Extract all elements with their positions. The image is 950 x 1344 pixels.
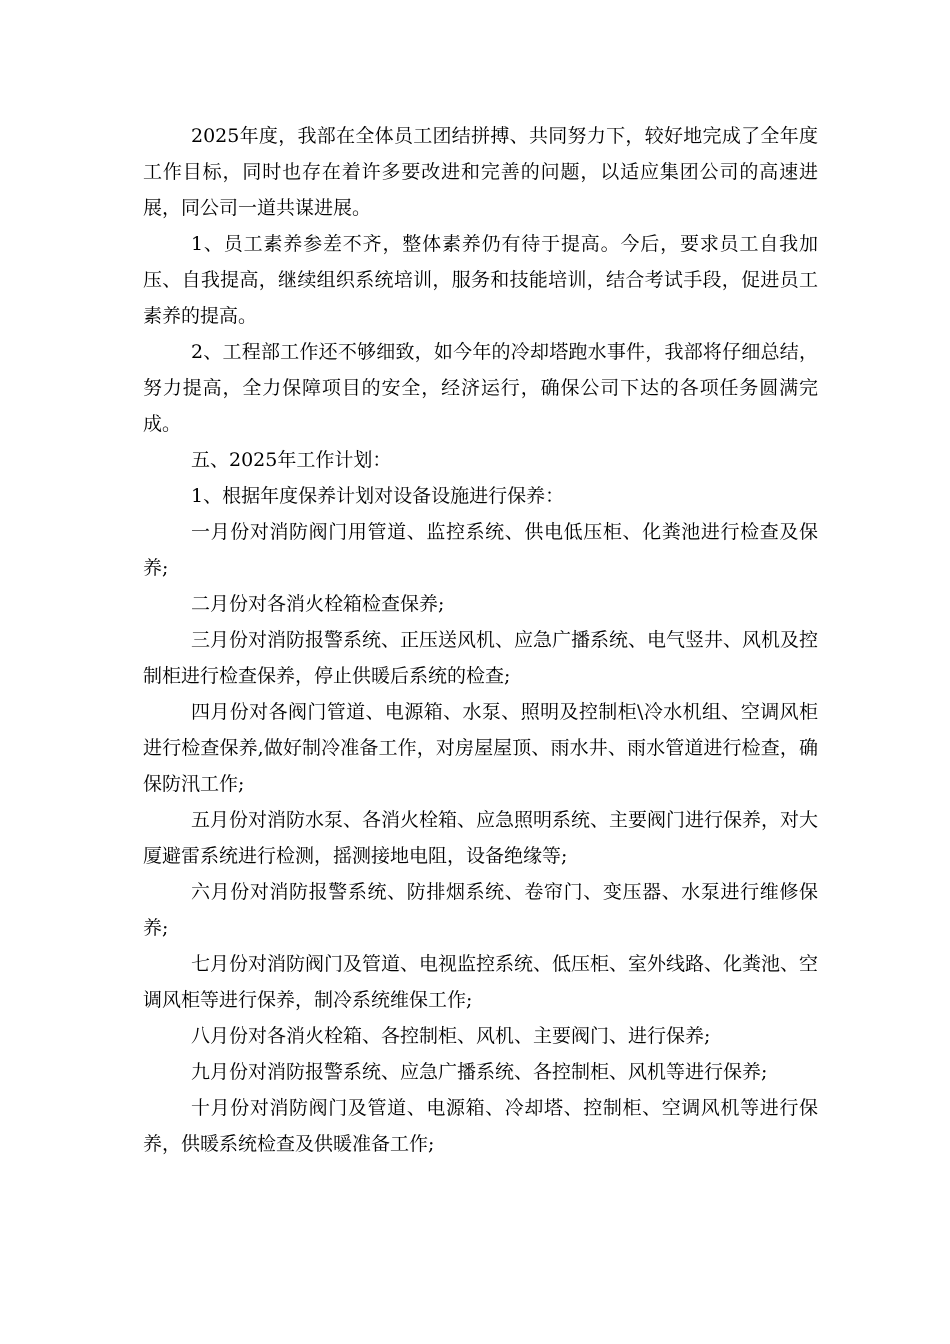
plan-item-january: 一月份对消防阀门用管道、监控系统、供电低压柜、化粪池进行检查及保养; xyxy=(143,521,818,579)
paragraph-issue-2: 2、工程部工作还不够细致，如今年的冷却塔跑水事件，我部将仔细总结，努力提高，全力保障项目的安全，经济运行，确保公司下达的各项任务圆满完成。 xyxy=(143,341,818,435)
paragraph-intro: 2025年度，我部在全体员工团结拼搏、共同努力下，较好地完成了全年度工作目标，同时也存在着许多要改进和完善的问题，以适应集团公司的高速进展，同公司一道共谋进展。 xyxy=(143,125,818,219)
plan-item-may: 五月份对消防水泵、各消火栓箱、应急照明系统、主要阀门进行保养，对大厦避雷系统进行检测，摇测接地电阻，设备绝缘等; xyxy=(143,809,819,867)
plan-item-march: 三月份对消防报警系统、正压送风机、应急广播系统、电气竖井、风机及控制柜进行检查保养，停止供暖后系统的检查; xyxy=(143,629,819,687)
plan-item-october: 十月份对消防阀门及管道、电源箱、冷却塔、控制柜、空调风机等进行保养，供暖系统检查及供暖准备工作; xyxy=(143,1097,818,1155)
plan-item-september: 九月份对消防报警系统、应急广播系统、各控制柜、风机等进行保养; xyxy=(191,1061,768,1083)
paragraph-issue-1: 1、员工素养参差不齐，整体素养仍有待于提高。今后，要求员工自我加压、自我提高，继续组织系统培训，服务和技能培训，结合考试手段，促进员工素养的提高。 xyxy=(143,233,818,327)
plan-item-february: 二月份对各消火栓箱检查保养; xyxy=(191,593,445,615)
plan-item-june: 六月份对消防报警系统、防排烟系统、卷帘门、变压器、水泵进行维修保养; xyxy=(143,881,818,939)
plan-item-july: 七月份对消防阀门及管道、电视监控系统、低压柜、室外线路、化粪池、空调风柜等进行保养，制冷系统维保工作; xyxy=(143,953,819,1011)
section-heading-plan: 五、2025年工作计划： xyxy=(191,449,392,471)
document-page xyxy=(143,118,818,1162)
plan-item-april: 四月份对各阀门管道、电源箱、水泵、照明及控制柜\冷水机组、空调风柜进行检查保养,做好制冷准备工作，对房屋屋顶、雨水井、雨水管道进行检查，确保防汛工作; xyxy=(143,701,818,795)
plan-item-august: 八月份对各消火栓箱、各控制柜、风机、主要阀门、进行保养; xyxy=(191,1025,711,1047)
paragraph-plan-1: 1、根据年度保养计划对设备设施进行保养： xyxy=(191,485,565,507)
